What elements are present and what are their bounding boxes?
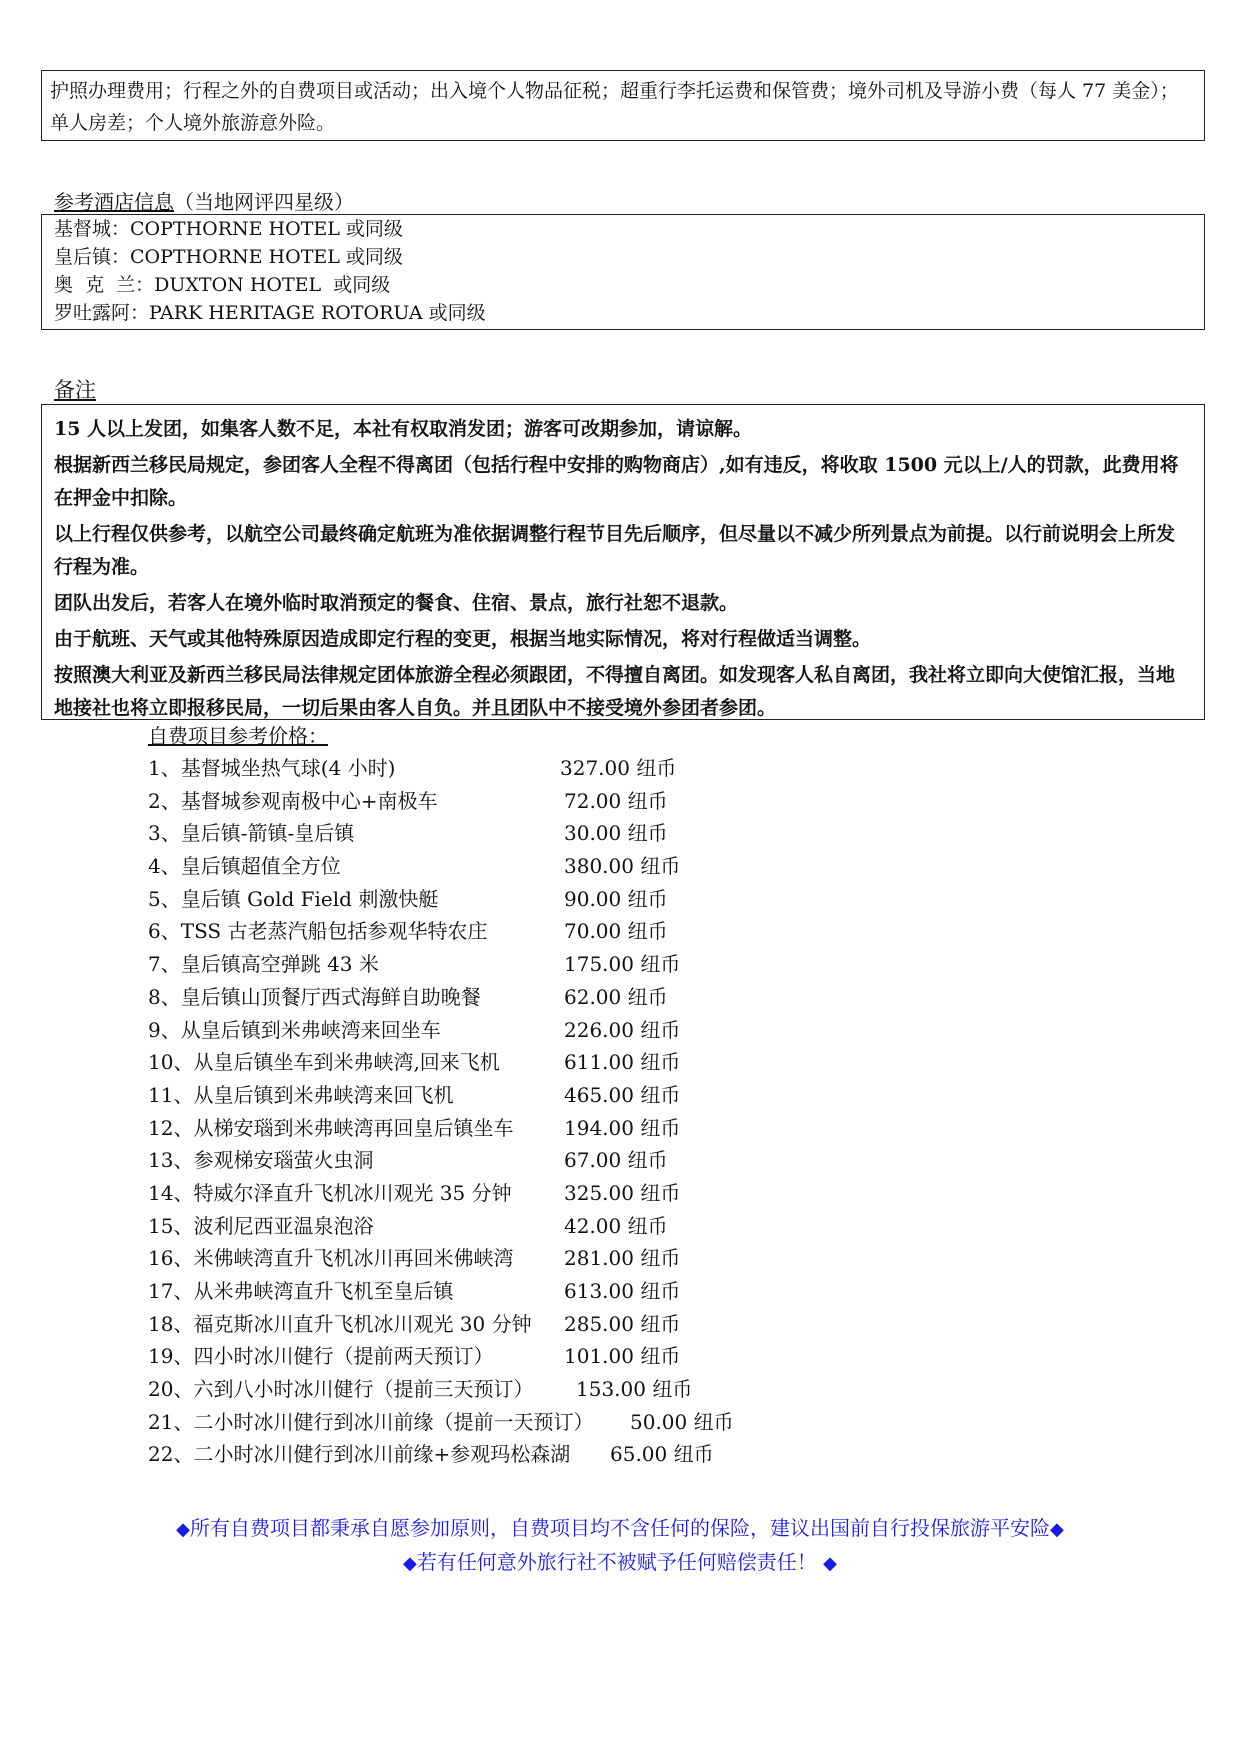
diamond-icon: ◆ bbox=[1050, 1519, 1064, 1540]
price-rows bbox=[148, 752, 734, 1471]
price-item-name: 14、特威尔泽直升飞机冰川观光 35 分钟 bbox=[148, 1180, 512, 1205]
price-item-value: 50.00 纽币 bbox=[630, 1409, 734, 1434]
price-row bbox=[148, 850, 681, 883]
price-item-name: 22、二小时冰川健行到冰川前缘+参观玛松森湖 bbox=[148, 1442, 571, 1467]
price-item-name: 8、皇后镇山顶餐厅西式海鲜自助晚餐 bbox=[148, 984, 481, 1009]
price-item-value: 62.00 纽币 bbox=[564, 984, 668, 1009]
price-item-value: 327.00 纽币 bbox=[560, 756, 677, 780]
price-item-value: 281.00 纽币 bbox=[564, 1246, 681, 1271]
price-item-value: 226.00 纽币 bbox=[564, 1017, 681, 1042]
price-item-value: 65.00 纽币 bbox=[610, 1442, 714, 1467]
hotel-row: 奥 克 兰：DUXTON HOTEL 或同级 bbox=[54, 274, 391, 296]
hotel-heading bbox=[54, 186, 354, 215]
price-row bbox=[148, 981, 668, 1014]
price-item-value: 465.00 纽币 bbox=[564, 1082, 681, 1107]
price-item-name: 20、六到八小时冰川健行（提前三天预订） bbox=[148, 1377, 534, 1402]
price-row bbox=[148, 1112, 681, 1145]
price-row bbox=[148, 1275, 681, 1308]
note-paragraph: 团队出发后，若客人在境外临时取消预定的餐食、住宿、景点，旅行社恕不退款。 bbox=[54, 592, 739, 614]
note-paragraph: 由于航班、天气或其他特殊原因造成即定行程的变更，根据当地实际情况，将对行程做适当调整。 bbox=[54, 628, 872, 650]
price-item-name: 15、波利尼西亚温泉泡浴 bbox=[148, 1213, 374, 1238]
price-item-name: 9、从皇后镇到米弗峡湾来回坐车 bbox=[148, 1017, 441, 1042]
notes-box bbox=[41, 404, 1205, 720]
price-item-name: 16、米佛峡湾直升飞机冰川再回米佛峡湾 bbox=[148, 1246, 514, 1271]
price-item-value: 285.00 纽币 bbox=[564, 1311, 681, 1336]
price-row bbox=[148, 1406, 734, 1439]
hotel-row: 罗吐露阿：PARK HERITAGE ROTORUA 或同级 bbox=[54, 302, 486, 324]
note-paragraph: 按照澳大利亚及新西兰移民局法律规定团体旅游全程必须跟团，不得擅自离团。如发现客人私自离团，我社将立即向大使馆汇报，当地地接社也将立即报移民局，一切后果由客人自负。并且团队中不接受境外参团者参团。 bbox=[54, 664, 1176, 719]
price-item-name: 1、基督城坐热气球(4 小时) bbox=[148, 756, 396, 780]
note-paragraph: 根据新西兰移民局规定，参团客人全程不得离团（包括行程中安排的购物商店）,如有违反，将收取 1500 元以上/人的罚款，此费用将在押金中扣除。 bbox=[54, 454, 1179, 509]
price-item-name: 18、福克斯冰川直升飞机冰川观光 30 分钟 bbox=[148, 1311, 532, 1336]
exclusions-text: 护照办理费用；行程之外的自费项目或活动；出入境个人物品征税；超重行李托运费和保管费；境外司机及导游小费（每人 77 美金）；单人房差；个人境外旅游意外险。 bbox=[50, 80, 1179, 134]
price-item-name: 3、皇后镇-箭镇-皇后镇 bbox=[148, 821, 355, 846]
price-row bbox=[148, 785, 668, 818]
price-row bbox=[148, 1242, 681, 1275]
price-row bbox=[148, 1210, 668, 1243]
price-row bbox=[148, 752, 677, 785]
hotel-subtitle: （当地网评四星级） bbox=[174, 190, 354, 214]
price-row bbox=[148, 1438, 714, 1471]
hotel-row: 皇后镇：COPTHORNE HOTEL 或同级 bbox=[54, 246, 403, 268]
price-row bbox=[148, 948, 681, 981]
footer-notice bbox=[140, 1512, 1100, 1580]
optional-price-list bbox=[148, 722, 734, 1471]
price-item-value: 70.00 纽币 bbox=[564, 919, 668, 944]
price-row bbox=[148, 1373, 693, 1406]
footer-line-2 bbox=[140, 1546, 1100, 1580]
price-item-name: 6、TSS 古老蒸汽船包括参观华特农庄 bbox=[148, 919, 488, 944]
price-item-value: 30.00 纽币 bbox=[564, 821, 668, 846]
price-row bbox=[148, 1144, 668, 1177]
price-row bbox=[148, 1177, 681, 1210]
price-item-value: 42.00 纽币 bbox=[564, 1213, 668, 1238]
hotel-row: 基督城：COPTHORNE HOTEL 或同级 bbox=[54, 218, 403, 240]
price-row bbox=[148, 883, 668, 916]
price-item-value: 325.00 纽币 bbox=[564, 1180, 681, 1205]
price-item-value: 194.00 纽币 bbox=[564, 1115, 681, 1140]
note-paragraph: 15 人以上发团，如集客人数不足，本社有权取消发团；游客可改期参加，请谅解。 bbox=[54, 418, 753, 440]
price-item-name: 7、皇后镇高空弹跳 43 米 bbox=[148, 952, 379, 977]
hotel-title: 参考酒店信息 bbox=[54, 190, 174, 214]
price-item-value: 613.00 纽币 bbox=[564, 1279, 681, 1303]
price-item-value: 380.00 纽币 bbox=[564, 854, 681, 879]
price-row bbox=[148, 817, 668, 850]
footer-line-2-text: 若有任何意外旅行社不被赋予任何赔偿责任！ bbox=[416, 1550, 817, 1574]
price-item-name: 13、参观梯安瑙萤火虫洞 bbox=[148, 1148, 374, 1173]
price-item-name: 12、从梯安瑙到米弗峡湾再回皇后镇坐车 bbox=[148, 1115, 514, 1140]
price-item-name: 5、皇后镇 Gold Field 刺激快艇 bbox=[148, 886, 439, 911]
price-item-value: 72.00 纽币 bbox=[564, 788, 668, 813]
diamond-icon: ◆ bbox=[823, 1553, 838, 1574]
price-row bbox=[148, 1308, 681, 1341]
footer-line-1-text: 所有自费项目都秉承自愿参加原则，自费项目均不含任何的保险，建议出国前自行投保旅游平安险 bbox=[190, 1516, 1050, 1540]
exclusions-box bbox=[41, 70, 1205, 141]
price-row bbox=[148, 1340, 681, 1373]
note-paragraph: 以上行程仅供参考，以航空公司最终确定航班为准依据调整行程节目先后顺序，但尽量以不减少所列景点为前提。以行前说明会上所发行程为准。 bbox=[54, 523, 1176, 578]
notes-title: 备注 bbox=[54, 378, 96, 402]
diamond-icon: ◆ bbox=[402, 1553, 417, 1574]
price-item-name: 21、二小时冰川健行到冰川前缘（提前一天预订） bbox=[148, 1409, 594, 1434]
price-item-name: 17、从米弗峡湾直升飞机至皇后镇 bbox=[148, 1279, 454, 1303]
price-item-value: 153.00 纽币 bbox=[576, 1377, 693, 1402]
price-row bbox=[148, 915, 668, 948]
price-row bbox=[148, 1014, 681, 1047]
hotel-box bbox=[41, 214, 1205, 330]
footer-line-1 bbox=[140, 1512, 1100, 1546]
price-row bbox=[148, 1079, 681, 1112]
price-item-name: 2、基督城参观南极中心+南极车 bbox=[148, 788, 438, 813]
price-item-name: 4、皇后镇超值全方位 bbox=[148, 854, 341, 879]
price-item-name: 19、四小时冰川健行（提前两天预订） bbox=[148, 1344, 494, 1369]
price-item-value: 175.00 纽币 bbox=[564, 952, 681, 977]
price-row bbox=[148, 1046, 681, 1079]
price-item-name: 11、从皇后镇到米弗峡湾来回飞机 bbox=[148, 1082, 454, 1107]
price-item-value: 67.00 纽币 bbox=[564, 1148, 668, 1173]
price-item-value: 101.00 纽币 bbox=[564, 1344, 681, 1369]
optional-price-title: 自费项目参考价格： bbox=[148, 724, 328, 748]
price-item-value: 611.00 纽币 bbox=[564, 1050, 681, 1075]
price-item-value: 90.00 纽币 bbox=[564, 886, 668, 911]
price-item-name: 10、从皇后镇坐车到米弗峡湾,回来飞机 bbox=[148, 1050, 500, 1075]
notes-heading bbox=[54, 374, 96, 404]
diamond-icon: ◆ bbox=[176, 1519, 190, 1540]
